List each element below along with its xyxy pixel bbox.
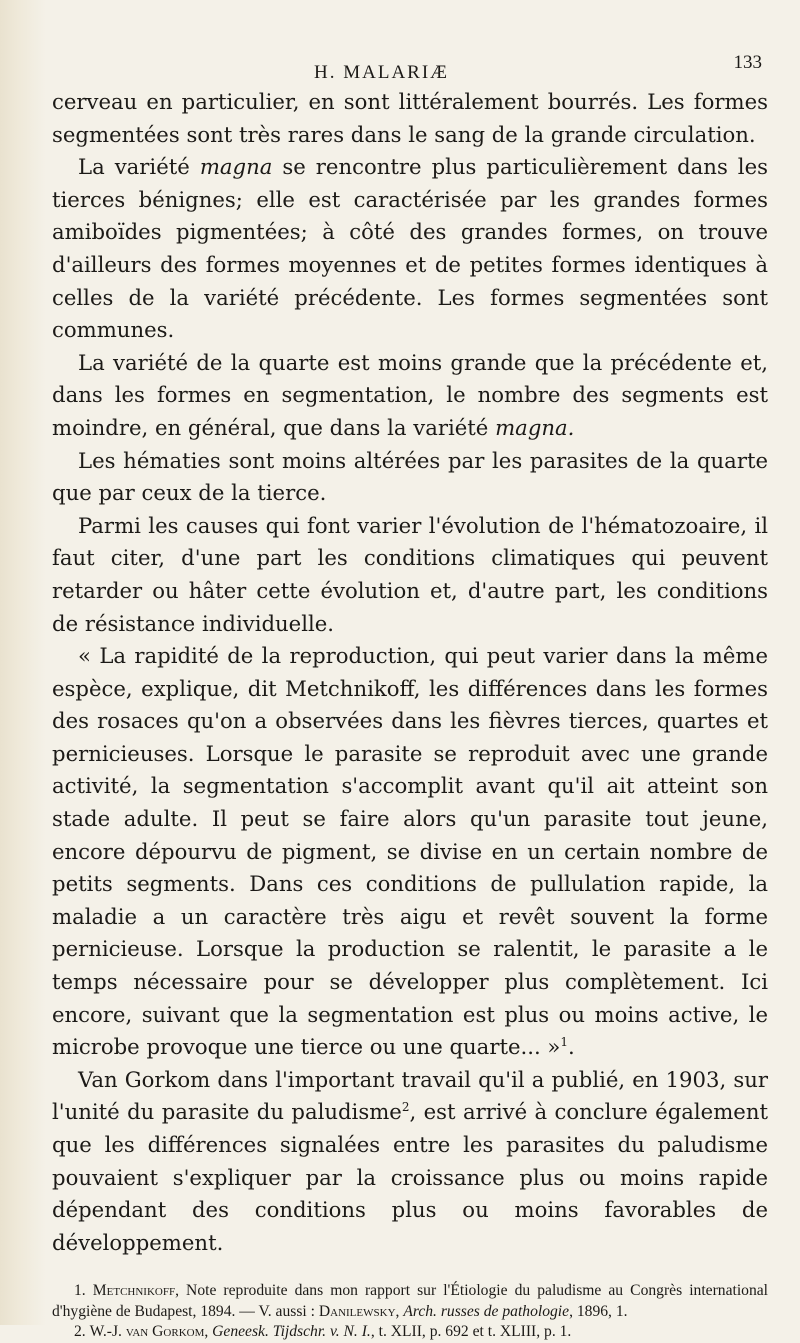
page-number: 133 — [733, 52, 762, 73]
paragraph: La variété de la quarte est moins grande que la précédente et, dans les formes en segmentation, le nombre des segments est moindre, en général, que dans la variété magna. — [52, 349, 768, 440]
footnote-ref[interactable]: 2 — [401, 1100, 410, 1115]
author-name: Metchnikoff — [92, 1282, 176, 1300]
paragraph: « La rapidité de la reproduction, qui peut varier dans la même espèce, explique, dit Metchnikoff, les différences dans les formes des rosaces qu'on a observées dans les fièvres tierces, quartes et pernicieuses. Lorsque le parasite se reproduit avec une grande activité, la segmentation s'accomplit avant qu'il ait atteint son stade adulte. Il peut se faire alors qu'un parasite tout jeune, encore dépourvu de pigment, se divise en un certain nombre de petits segments. Dans ces conditions de pullulation rapide, la maladie a un caractère très aigu et revêt souvent la forme pernicieuse. Lorsque la production se ralentit, le parasite a le temps nécessaire pour se développer plus complètement. Ici encore, suivant que la segmentation est plus ou moins active, le microbe provoque une tierce ou une quarte... »$^1$. — [52, 643, 768, 1060]
footnotes — [52, 1281, 768, 1343]
journal-title: Arch. russes de pathologie — [403, 1302, 570, 1320]
book-spine-shadow — [0, 0, 46, 1325]
journal-title: Geneesk. Tijdschr. v. N. I. — [212, 1323, 371, 1341]
book-page — [52, 52, 768, 1343]
footnote-2: 2. W.-J. van Gorkom, Geneesk. Tijdschr. v. N. I., t. XLII, p. 692 et t. XLIII, p. 1. — [74, 1323, 572, 1341]
page-header — [52, 52, 768, 86]
paragraph: cerveau en particulier, en sont littéralement bourrés. Les formes segmentées sont très rares dans le sang de la grande circulation. — [52, 89, 768, 147]
paragraph: Les hématies sont moins altérées par les parasites de la quarte que par ceux de la tierce. — [52, 447, 768, 506]
body-text — [52, 86, 768, 1259]
paragraph: Parmi les causes qui font varier l'évolution de l'hématozoaire, il faut citer, d'une part les conditions climatiques qui peuvent retarder ou hâter cette évolution et, d'autre part, les conditions de résistance individuelle. — [52, 512, 768, 636]
emphasis: magna. — [495, 414, 575, 440]
running-head: H. MALARIÆ — [314, 62, 450, 83]
footnote-1: 1. Metchnikoff, Note reproduite dans mon rapport sur l'Étiologie du paludisme au Congrès international d'hygiène de Budapest, 1894. — V. aussi : Danilewsky, Arch. russes de pathologie, 1896, 1. — [52, 1282, 769, 1320]
author-name: W.-J. van Gorkom — [89, 1323, 205, 1341]
emphasis: magna — [199, 154, 273, 180]
footnote-ref[interactable]: 1 — [560, 1035, 569, 1050]
paragraph: La variété magna se rencontre plus particulièrement dans les tierces bénignes; elle est caractérisée par les grandes formes amiboïdes pigmentées; à côté des grandes formes, on trouve d'ailleurs des formes moyennes et de petites formes identiques à celles de la variété précédente. Les formes segmentées sont communes. — [52, 154, 768, 343]
author-name: Danilewsky — [318, 1302, 396, 1320]
paragraph: Van Gorkom dans l'important travail qu'il a publié, en 1903, sur l'unité du parasite du paludisme$^2$, est arrivé à conclure également que les différences signalées entre les parasites du paludisme pouvaient s'expliquer par la croissance plus ou moins rapide dépendant des conditions plus ou moins favorables de développement. — [52, 1066, 768, 1255]
